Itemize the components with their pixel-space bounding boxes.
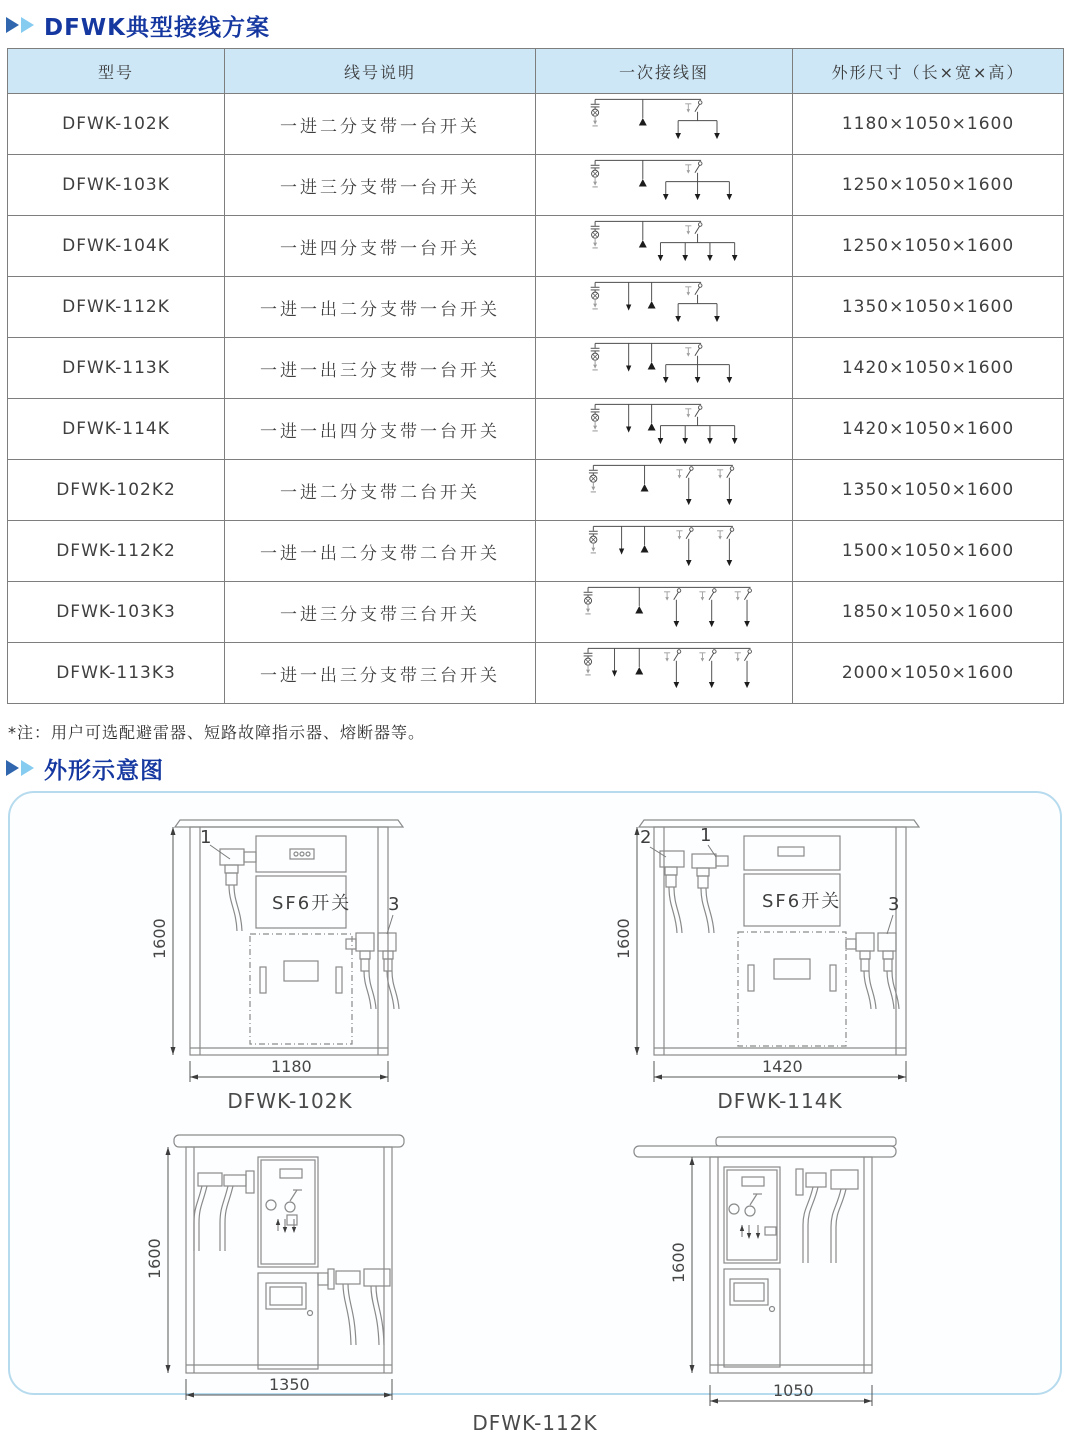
mimic-panel bbox=[266, 1169, 302, 1231]
svg-text:1600: 1600 bbox=[614, 918, 633, 959]
diagram-cell bbox=[536, 155, 793, 216]
footnote: *注：用户可选配避雷器、短路故障指示器、熔断器等。 bbox=[8, 723, 426, 742]
svg-text:1180: 1180 bbox=[271, 1057, 312, 1076]
width-dimension bbox=[654, 1057, 906, 1082]
model-cell: DFWK-102K2 bbox=[8, 460, 225, 521]
table-row bbox=[8, 582, 1064, 643]
one-line-wiring-diagram bbox=[558, 460, 770, 515]
section-title-outline bbox=[6, 753, 1070, 783]
col-header-model: 型号 bbox=[8, 49, 225, 94]
model-cell: DFWK-102K bbox=[8, 94, 225, 155]
col-header-dimensions: 外形尺寸（长×宽×高） bbox=[793, 49, 1064, 94]
cabinet-block-114k bbox=[565, 803, 995, 1113]
col-header-description: 线号说明 bbox=[225, 49, 536, 94]
table-row bbox=[8, 399, 1064, 460]
arrow-icon bbox=[6, 17, 19, 33]
description-cell: 一进一出三分支带一台开关 bbox=[225, 338, 536, 399]
diagram-cell bbox=[536, 460, 793, 521]
one-line-wiring-diagram bbox=[558, 399, 770, 454]
height-dimension bbox=[669, 1157, 695, 1373]
dimensions-cell: 1180×1050×1600 bbox=[793, 94, 1064, 155]
model-cell: DFWK-114K bbox=[8, 399, 225, 460]
one-line-wiring-diagram bbox=[558, 338, 770, 393]
dimensions-cell: 1500×1050×1600 bbox=[793, 521, 1064, 582]
one-line-wiring-diagram bbox=[558, 643, 770, 698]
svg-text:1600: 1600 bbox=[145, 1238, 164, 1279]
cabinet-drawing-112k-side bbox=[630, 1113, 930, 1411]
table-row bbox=[8, 277, 1064, 338]
model-cell: DFWK-113K bbox=[8, 338, 225, 399]
one-line-wiring-diagram bbox=[558, 155, 770, 210]
cabinet-block-112k-side bbox=[565, 1113, 995, 1411]
table-row bbox=[8, 338, 1064, 399]
dimensions-cell: 1250×1050×1600 bbox=[793, 155, 1064, 216]
description-cell: 一进四分支带一台开关 bbox=[225, 216, 536, 277]
callout-1: 1 bbox=[700, 825, 712, 846]
cable-termination-incoming bbox=[220, 849, 256, 931]
description-cell: 一进一出三分支带三台开关 bbox=[225, 643, 536, 704]
diagram-cell bbox=[536, 338, 793, 399]
arrow-icon bbox=[6, 760, 19, 776]
dimensions-cell: 1350×1050×1600 bbox=[793, 277, 1064, 338]
cabinet-drawing-102k bbox=[140, 803, 440, 1087]
width-dimension bbox=[710, 1381, 872, 1406]
height-dimension bbox=[614, 827, 640, 1055]
description-cell: 一进二分支带二台开关 bbox=[225, 460, 536, 521]
page-title: DFWK典型接线方案 bbox=[44, 14, 270, 41]
cable-termination-outgoing bbox=[346, 933, 399, 1009]
cable-termination-left bbox=[660, 851, 728, 933]
sf6-switch-label: SF6开关 bbox=[762, 891, 842, 912]
diagram-cell bbox=[536, 521, 793, 582]
description-cell: 一进二分支带一台开关 bbox=[225, 94, 536, 155]
section-title: 外形示意图 bbox=[44, 757, 164, 784]
one-line-wiring-diagram bbox=[558, 216, 770, 271]
dimensions-cell: 2000×1050×1600 bbox=[793, 643, 1064, 704]
cabinet-outline bbox=[639, 820, 919, 1055]
one-line-wiring-diagram bbox=[558, 277, 770, 332]
door-window bbox=[266, 1283, 313, 1316]
cabinet-drawing-112k-front bbox=[140, 1113, 440, 1405]
dimensions-cell: 1850×1050×1600 bbox=[793, 582, 1064, 643]
table-row bbox=[8, 94, 1064, 155]
callout-1: 1 bbox=[200, 827, 212, 848]
diagram-cell bbox=[536, 277, 793, 338]
description-cell: 一进一出二分支带二台开关 bbox=[225, 521, 536, 582]
table-row bbox=[8, 643, 1064, 704]
cable-termination-right bbox=[318, 1269, 390, 1345]
width-dimension bbox=[190, 1057, 388, 1082]
model-cell: DFWK-112K bbox=[8, 277, 225, 338]
model-cell: DFWK-103K bbox=[8, 155, 225, 216]
diagram-cell bbox=[536, 399, 793, 460]
callout-3: 3 bbox=[888, 894, 900, 915]
diagram-cell bbox=[536, 94, 793, 155]
outline-diagram-panel bbox=[8, 791, 1062, 1435]
height-dimension bbox=[145, 1147, 171, 1373]
mimic-panel bbox=[729, 1177, 776, 1237]
model-cell: DFWK-103K3 bbox=[8, 582, 225, 643]
table-header-row bbox=[8, 49, 1064, 94]
sf6-switch-label: SF6开关 bbox=[272, 893, 352, 914]
one-line-wiring-diagram bbox=[558, 94, 770, 149]
door-window bbox=[730, 1279, 775, 1312]
one-line-wiring-diagram bbox=[558, 582, 770, 637]
description-cell: 一进一出二分支带一台开关 bbox=[225, 277, 536, 338]
dimensions-cell: 1250×1050×1600 bbox=[793, 216, 1064, 277]
arrow-icon bbox=[21, 17, 34, 33]
drawing-caption-112k: DFWK-112K bbox=[472, 1411, 598, 1435]
svg-text:1350: 1350 bbox=[269, 1375, 310, 1394]
table-row bbox=[8, 521, 1064, 582]
svg-text:1600: 1600 bbox=[150, 918, 169, 959]
dimensions-cell: 1420×1050×1600 bbox=[793, 399, 1064, 460]
callout-2: 2 bbox=[640, 827, 652, 848]
table-row bbox=[8, 155, 1064, 216]
model-cell: DFWK-113K3 bbox=[8, 643, 225, 704]
wiring-scheme-table bbox=[7, 48, 1064, 704]
dimensions-cell: 1420×1050×1600 bbox=[793, 338, 1064, 399]
svg-text:1600: 1600 bbox=[669, 1242, 688, 1283]
dimensions-cell: 1350×1050×1600 bbox=[793, 460, 1064, 521]
diagram-cell bbox=[536, 582, 793, 643]
description-cell: 一进三分支带一台开关 bbox=[225, 155, 536, 216]
diagram-cell bbox=[536, 216, 793, 277]
col-header-diagram: 一次接线图 bbox=[536, 49, 793, 94]
callout-3: 3 bbox=[388, 894, 400, 915]
outline-grid-top bbox=[10, 803, 1060, 1113]
cable-termination-right bbox=[846, 933, 899, 1009]
table-row bbox=[8, 460, 1064, 521]
width-dimension bbox=[186, 1375, 392, 1400]
wiring-table-body bbox=[8, 94, 1064, 704]
outline-grid-bottom bbox=[10, 1113, 1060, 1411]
cabinet-block-112k-front bbox=[75, 1113, 505, 1411]
section-title-wiring bbox=[6, 10, 1070, 40]
arrow-icon bbox=[21, 760, 34, 776]
diagram-cell bbox=[536, 643, 793, 704]
drawing-caption: DFWK-114K bbox=[717, 1089, 843, 1113]
cabinet-drawing-114k bbox=[614, 803, 946, 1087]
model-cell: DFWK-112K2 bbox=[8, 521, 225, 582]
height-dimension bbox=[150, 827, 176, 1055]
cable-termination-left bbox=[194, 1171, 254, 1251]
svg-text:1420: 1420 bbox=[762, 1057, 803, 1076]
cable-termination-right bbox=[796, 1169, 858, 1263]
description-cell: 一进一出四分支带一台开关 bbox=[225, 399, 536, 460]
one-line-wiring-diagram bbox=[558, 521, 770, 576]
svg-text:1050: 1050 bbox=[773, 1381, 814, 1400]
description-cell: 一进三分支带三台开关 bbox=[225, 582, 536, 643]
cabinet-outline bbox=[175, 820, 403, 1055]
model-cell: DFWK-104K bbox=[8, 216, 225, 277]
drawing-caption: DFWK-102K bbox=[227, 1089, 353, 1113]
cabinet-block-102k bbox=[75, 803, 505, 1113]
table-row bbox=[8, 216, 1064, 277]
cabinet-outline bbox=[174, 1135, 404, 1373]
